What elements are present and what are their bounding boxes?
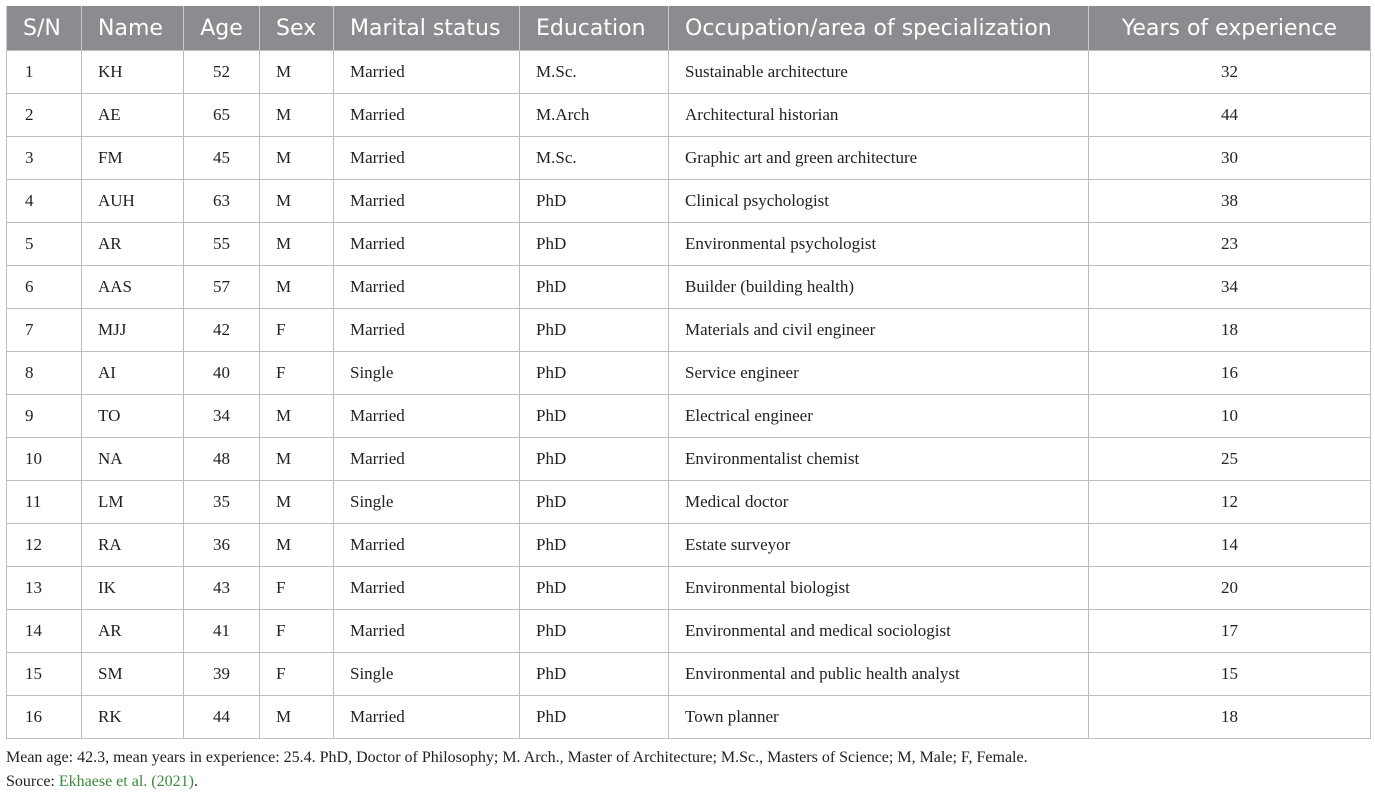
cell-name: AAS [82, 266, 184, 309]
cell-occupation: Environmental psychologist [669, 223, 1089, 266]
cell-education: PhD [520, 653, 669, 696]
header-education: Education [520, 6, 669, 51]
cell-occupation: Materials and civil engineer [669, 309, 1089, 352]
cell-marital-status: Married [334, 266, 520, 309]
footnote-abbreviations: Mean age: 42.3, mean years in experience: 25.4. PhD, Doctor of Philosophy; M. Arch., Master of Architecture; M.Sc., Masters of Science; M, Male; F, Female. [6, 749, 1028, 766]
cell-sex: F [260, 309, 334, 352]
cell-years-experience: 17 [1089, 610, 1371, 653]
cell-age: 41 [184, 610, 260, 653]
cell-sn: 2 [7, 94, 82, 137]
header-sn: S/N [7, 6, 82, 51]
cell-sn: 3 [7, 137, 82, 180]
cell-age: 39 [184, 653, 260, 696]
table-row [7, 180, 1371, 223]
cell-sex: M [260, 51, 334, 94]
cell-sn: 14 [7, 610, 82, 653]
cell-marital-status: Married [334, 223, 520, 266]
cell-education: M.Arch [520, 94, 669, 137]
cell-marital-status: Married [334, 309, 520, 352]
table-row [7, 395, 1371, 438]
cell-occupation: Environmental biologist [669, 567, 1089, 610]
cell-occupation: Town planner [669, 696, 1089, 739]
cell-name: AUH [82, 180, 184, 223]
cell-marital-status: Single [334, 653, 520, 696]
cell-years-experience: 32 [1089, 51, 1371, 94]
cell-occupation: Environmentalist chemist [669, 438, 1089, 481]
cell-marital-status: Married [334, 567, 520, 610]
header-sex: Sex [260, 6, 334, 51]
cell-education: PhD [520, 696, 669, 739]
cell-name: RA [82, 524, 184, 567]
cell-age: 45 [184, 137, 260, 180]
participants-table [6, 6, 1371, 739]
cell-education: M.Sc. [520, 137, 669, 180]
table-row [7, 352, 1371, 395]
cell-education: PhD [520, 180, 669, 223]
cell-years-experience: 23 [1089, 223, 1371, 266]
cell-age: 57 [184, 266, 260, 309]
cell-sn: 8 [7, 352, 82, 395]
cell-sn: 11 [7, 481, 82, 524]
cell-age: 48 [184, 438, 260, 481]
cell-education: PhD [520, 610, 669, 653]
cell-marital-status: Married [334, 438, 520, 481]
header-name: Name [82, 6, 184, 51]
cell-sex: M [260, 137, 334, 180]
cell-name: NA [82, 438, 184, 481]
cell-occupation: Environmental and medical sociologist [669, 610, 1089, 653]
table-row [7, 51, 1371, 94]
cell-age: 36 [184, 524, 260, 567]
cell-sn: 13 [7, 567, 82, 610]
cell-occupation: Electrical engineer [669, 395, 1089, 438]
table-container [6, 6, 1370, 794]
cell-marital-status: Married [334, 524, 520, 567]
cell-name: SM [82, 653, 184, 696]
cell-years-experience: 12 [1089, 481, 1371, 524]
cell-sex: M [260, 180, 334, 223]
table-row [7, 266, 1371, 309]
table-row [7, 223, 1371, 266]
cell-name: AE [82, 94, 184, 137]
cell-occupation: Graphic art and green architecture [669, 137, 1089, 180]
cell-sex: M [260, 395, 334, 438]
cell-occupation: Estate surveyor [669, 524, 1089, 567]
cell-marital-status: Married [334, 137, 520, 180]
cell-name: AR [82, 223, 184, 266]
table-row [7, 309, 1371, 352]
cell-years-experience: 44 [1089, 94, 1371, 137]
cell-sn: 15 [7, 653, 82, 696]
cell-age: 44 [184, 696, 260, 739]
cell-education: PhD [520, 395, 669, 438]
cell-occupation: Builder (building health) [669, 266, 1089, 309]
table-body [7, 51, 1371, 739]
cell-marital-status: Married [334, 610, 520, 653]
cell-years-experience: 16 [1089, 352, 1371, 395]
cell-sex: M [260, 481, 334, 524]
cell-name: FM [82, 137, 184, 180]
table-row [7, 696, 1371, 739]
cell-sex: M [260, 696, 334, 739]
cell-years-experience: 15 [1089, 653, 1371, 696]
table-row [7, 524, 1371, 567]
cell-age: 65 [184, 94, 260, 137]
cell-occupation: Architectural historian [669, 94, 1089, 137]
cell-years-experience: 25 [1089, 438, 1371, 481]
cell-occupation: Medical doctor [669, 481, 1089, 524]
cell-age: 52 [184, 51, 260, 94]
cell-sex: F [260, 567, 334, 610]
table-row [7, 438, 1371, 481]
table-row [7, 94, 1371, 137]
cell-years-experience: 14 [1089, 524, 1371, 567]
cell-occupation: Service engineer [669, 352, 1089, 395]
header-occupation: Occupation/area of specialization [669, 6, 1089, 51]
cell-education: M.Sc. [520, 51, 669, 94]
table-header-row [7, 6, 1371, 51]
table-footnote [6, 746, 1370, 794]
cell-marital-status: Married [334, 51, 520, 94]
cell-years-experience: 20 [1089, 567, 1371, 610]
cell-age: 40 [184, 352, 260, 395]
cell-sex: M [260, 94, 334, 137]
cell-sn: 4 [7, 180, 82, 223]
cell-sex: F [260, 610, 334, 653]
cell-education: PhD [520, 524, 669, 567]
footnote-source [6, 770, 1370, 794]
cell-name: RK [82, 696, 184, 739]
cell-name: LM [82, 481, 184, 524]
cell-sex: M [260, 266, 334, 309]
cell-sn: 9 [7, 395, 82, 438]
cell-name: KH [82, 51, 184, 94]
cell-sn: 6 [7, 266, 82, 309]
cell-age: 63 [184, 180, 260, 223]
cell-age: 55 [184, 223, 260, 266]
cell-name: TO [82, 395, 184, 438]
cell-education: PhD [520, 567, 669, 610]
cell-age: 34 [184, 395, 260, 438]
header-years-experience: Years of experience [1089, 6, 1371, 51]
cell-sn: 1 [7, 51, 82, 94]
cell-age: 42 [184, 309, 260, 352]
cell-years-experience: 18 [1089, 309, 1371, 352]
cell-education: PhD [520, 481, 669, 524]
cell-name: MJJ [82, 309, 184, 352]
cell-marital-status: Single [334, 481, 520, 524]
cell-occupation: Sustainable architecture [669, 51, 1089, 94]
table-row [7, 137, 1371, 180]
cell-marital-status: Single [334, 352, 520, 395]
table-row [7, 610, 1371, 653]
header-age: Age [184, 6, 260, 51]
cell-occupation: Clinical psychologist [669, 180, 1089, 223]
cell-education: PhD [520, 266, 669, 309]
header-marital-status: Marital status [334, 6, 520, 51]
cell-sn: 12 [7, 524, 82, 567]
cell-education: PhD [520, 309, 669, 352]
cell-name: IK [82, 567, 184, 610]
cell-years-experience: 10 [1089, 395, 1371, 438]
cell-sex: M [260, 524, 334, 567]
cell-sex: M [260, 223, 334, 266]
cell-sn: 10 [7, 438, 82, 481]
cell-education: PhD [520, 352, 669, 395]
cell-marital-status: Married [334, 94, 520, 137]
cell-education: PhD [520, 438, 669, 481]
cell-years-experience: 38 [1089, 180, 1371, 223]
cell-sex: M [260, 438, 334, 481]
cell-sn: 7 [7, 309, 82, 352]
cell-marital-status: Married [334, 395, 520, 438]
cell-years-experience: 30 [1089, 137, 1371, 180]
cell-occupation: Environmental and public health analyst [669, 653, 1089, 696]
table-row [7, 481, 1371, 524]
cell-sex: F [260, 352, 334, 395]
cell-sn: 16 [7, 696, 82, 739]
cell-marital-status: Married [334, 696, 520, 739]
cell-sex: F [260, 653, 334, 696]
cell-name: AR [82, 610, 184, 653]
cell-marital-status: Married [334, 180, 520, 223]
cell-education: PhD [520, 223, 669, 266]
cell-sn: 5 [7, 223, 82, 266]
table-row [7, 653, 1371, 696]
cell-age: 43 [184, 567, 260, 610]
source-link[interactable]: Ekhaese et al. (2021) [58, 773, 194, 790]
cell-years-experience: 18 [1089, 696, 1371, 739]
source-label: Source: [6, 773, 59, 790]
cell-name: AI [82, 352, 184, 395]
table-row [7, 567, 1371, 610]
cell-age: 35 [184, 481, 260, 524]
cell-years-experience: 34 [1089, 266, 1371, 309]
source-end: . [193, 773, 198, 790]
